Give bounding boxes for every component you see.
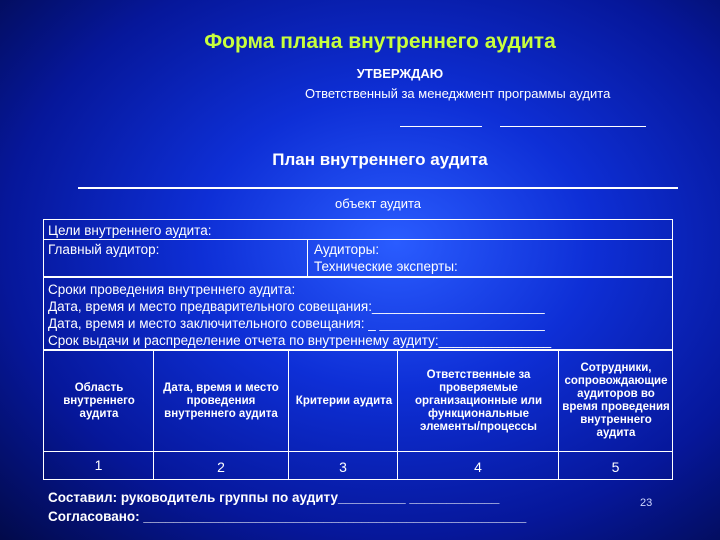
object-label: объект аудита xyxy=(334,196,422,211)
table-col-number: 3 xyxy=(339,459,347,475)
lead-auditor-label: Главный аудитор: xyxy=(48,242,160,257)
pre-meeting-label: Дата, время и место предварительного совещания:_______________________ xyxy=(48,299,545,314)
table-header-criteria: Критерии аудита xyxy=(295,394,393,407)
table-header-staff: Сотрудники, сопровождающие аудиторов во время проведения внутреннего аудита xyxy=(562,362,670,439)
composed-by: Составил: руководитель группы по аудиту_________ ____________ xyxy=(48,490,500,505)
table-header-area: Область внутреннего аудита xyxy=(63,381,135,420)
goals-label: Цели внутреннего аудита: xyxy=(48,223,212,238)
table-col-number: 5 xyxy=(611,459,620,475)
agreed-by: Согласовано: ___________________________________________________ xyxy=(48,509,527,524)
name-blank xyxy=(500,126,646,127)
auditors-divider xyxy=(307,239,308,277)
table-col-number: 2 xyxy=(217,459,225,475)
report-deadline-label: Срок выдачи и распределение отчета по внутреннему аудиту:_______________ xyxy=(48,333,552,348)
table-col-number: 4 xyxy=(474,459,482,475)
object-line xyxy=(78,187,678,189)
final-meeting-label: Дата, время и место заключительного совещания: _ ______________________ xyxy=(48,316,545,331)
auditors-label: Аудиторы: xyxy=(314,242,380,257)
plan-title: План внутреннего аудита xyxy=(272,150,488,169)
audit-table xyxy=(43,350,673,480)
table-col-number: 1 xyxy=(94,457,103,473)
table-row-divider xyxy=(44,451,672,452)
responsible-label: Ответственный за менеджмент программы аудита xyxy=(305,86,611,101)
experts-label: Технические эксперты: xyxy=(314,259,458,274)
goals-section xyxy=(43,219,673,277)
terms-label: Сроки проведения внутреннего аудита: xyxy=(48,282,296,297)
table-header-responsible: Ответственные за проверяемые организационные или функциональные элементы/процессы xyxy=(414,368,543,433)
signature-blank xyxy=(400,126,482,127)
goals-divider xyxy=(44,239,672,240)
table-header-datetime: Дата, время и место проведения внутреннего аудита xyxy=(163,381,279,420)
slide-title: Форма плана внутреннего аудита xyxy=(204,30,556,53)
terms-section xyxy=(43,277,673,350)
page-number: 23 xyxy=(640,497,653,509)
approve-heading: УТВЕРЖДАЮ xyxy=(356,66,444,81)
